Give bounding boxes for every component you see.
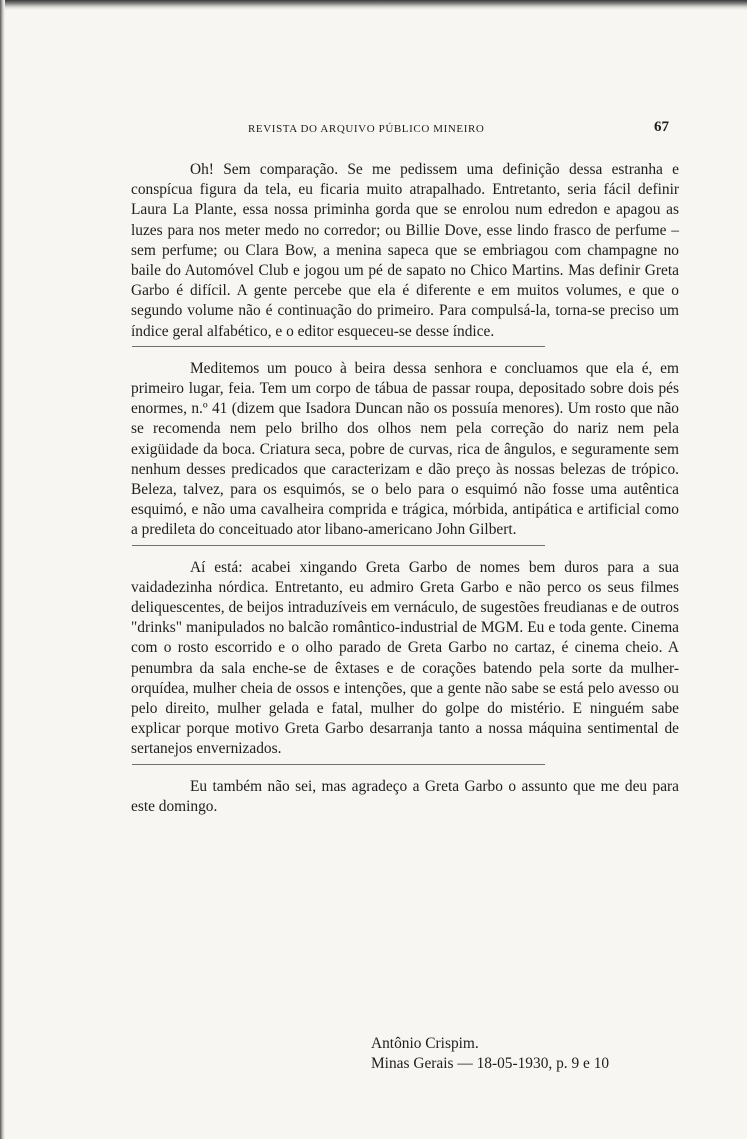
paragraph-1: Oh! Sem comparação. Se me pedissem uma definição dessa estranha e conspícua figura da tela, eu ficaria muito atrapalhado. Entretanto, seria fácil definir Laura La Plante, essa nossa priminha gorda que se enrolou num edredon e apagou as luzes para nos meter medo no corredor; ou Billie Dove, esse lindo frasco de perfume – sem perfume; ou Clara Bow, a menina sapeca que se embriagou com champagne no baile do Automóvel Club e jogou um pé de sapato no Chico Martins. Mas definir Greta Garbo é difícil. A gente percebe que ela é diferente e em muitos volumes, e que o segundo volume não é continuação do primeiro. Para compulsá-la, torna-se preciso um índice geral alfabético, e o editor esqueceu-se desse índice. [131, 161, 679, 340]
running-title: REVISTA DO ARQUIVO PÚBLICO MINEIRO [248, 123, 485, 135]
signature-block [371, 1034, 691, 1074]
author-name: Antônio Crispim. [371, 1035, 479, 1052]
paragraph-4: Eu também não sei, mas agradeço a Greta Garbo o assunto que me deu para este domingo. [131, 777, 679, 815]
paragraph-2: Meditemos um pouco à beira dessa senhora e concluamos que ela é, em primeiro lugar, feia. Tem um corpo de tábua de passar roupa, depositado sobre dois pés enormes, n.º 41 (dizem que Isadora Duncan não os possuía menores). Um rosto que não se recomenda nem pelo brilho dos olhos nem pela correção do nariz nem pela exigüidade da boca. Criatura seca, pobre de curvas, rica de ângulos, e seguramente sem nenhum desses predicados que caracterizam e dão preço às nossas belezas de trópico. Beleza, talvez, para os esquimós, se o belo para o esquimó não fosse uma autêntica esquimó, e não uma cavalheira comprida e trágica, mórbida, antipática e artificial como a predileta do conceituado ator libano-americano John Gilbert. [131, 359, 679, 539]
article-body [131, 160, 679, 817]
paragraph-3: Aí está: acabei xingando Greta Garbo de nomes bem duros para a sua vaidadezinha nórdica. Entretanto, eu admiro Greta Garbo e não perco os seus filmes deliquescentes, de beijos intraduzíveis em vernáculo, de sugestões freudianas e de outros "drinks" manipulados no balcão romântico-industrial de MGM. Eu e toda gente. Cinema com o rosto escorrido e o olho parado de Greta Garbo no cartaz, é cinema cheio. A penumbra da sala enche-se de êxtases e de corações batendo pela sorte da mulher-orquídea, mulher cheia de ossos e intenções, que a gente não sabe se está pelo avesso ou pelo direito, mulher gelada e fatal, mulher do golpe do mistério. E ninguém sabe explicar porque motivo Greta Garbo desarranja tanto a nossa máquina sentimental de sertanejos envernizados. [131, 558, 679, 758]
source-citation: Minas Gerais — 18-05-1930, p. 9 e 10 [371, 1055, 610, 1072]
section-rule-1 [132, 346, 545, 347]
section-rule-3 [132, 764, 545, 765]
page-left-edge [0, 0, 5, 1139]
page-top-edge [0, 0, 747, 10]
page-header [248, 119, 669, 139]
page-number: 67 [654, 119, 669, 135]
section-rule-2 [132, 545, 545, 546]
